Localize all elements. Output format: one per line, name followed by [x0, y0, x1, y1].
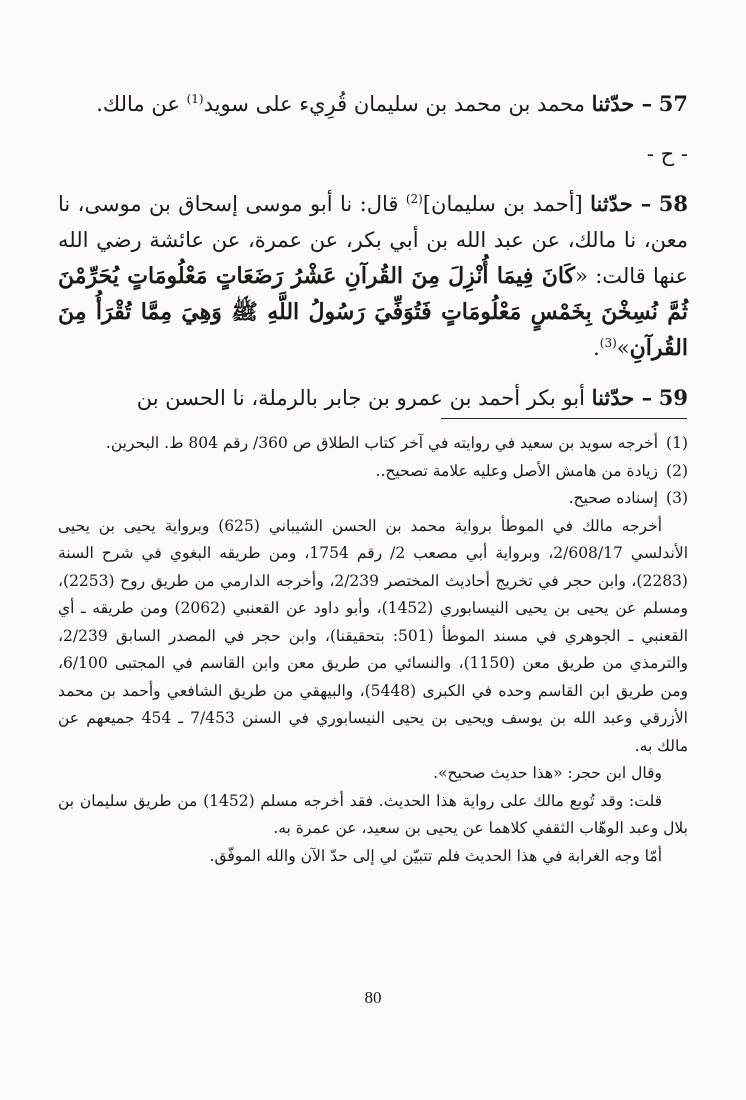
- entry-head: – حدّثنا: [591, 385, 653, 410]
- footnote-text: إسناده صحيح.: [568, 489, 658, 507]
- entry-bracket: [أحمد بن سليمان]: [422, 192, 583, 216]
- entry-head: – حدّثنا: [590, 191, 652, 216]
- entry-text: عن مالك.: [96, 92, 180, 116]
- entry-text: قال: نا أبو موسى إسحاق بن موسى، نا معن، نا مالك، عن عبد الله بن أبي بكر، عن عمرة، عن عائشة رضي الله عنها قالت: «: [58, 192, 688, 288]
- entry-58: [58, 186, 688, 366]
- page-number: 80: [364, 988, 382, 1007]
- footnote-paragraph: وقال ابن حجر: «هذا حديث صحيح».: [433, 764, 662, 782]
- entry-end: .: [593, 336, 600, 360]
- ha-marker: - ح -: [646, 142, 688, 166]
- footnote-ref[interactable]: (1): [186, 92, 204, 106]
- entry-59: [58, 380, 688, 416]
- entry-number: 59: [658, 385, 688, 410]
- footnote-text: زيادة من هامش الأصل وعليه علامة تصحيح..: [375, 461, 658, 480]
- footnote-divider: [441, 418, 687, 419]
- entry-57: [58, 86, 688, 122]
- footnotes: [58, 430, 688, 870]
- footnote-mark: (1): [666, 434, 688, 452]
- footnote-mark: (2): [666, 461, 688, 480]
- entry-number: 58: [658, 191, 688, 216]
- footnote-text: أخرجه سويد بن سعيد في روايته في آخر كتاب الطلاق ص 360/ رقم 804 ط. البحرين.: [105, 434, 658, 452]
- footnote-paragraph: أمّا وجه الغرابة في هذا الحديث فلم تتبيّن لي إلى حدّ الآن والله الموفّق.: [209, 846, 662, 865]
- footnote-paragraph: قلت: وقد تُوبع مالك على رواية هذا الحديث. فقد أخرجه مسلم (1452) من طريق سليمان بن بلال وعبد الوهّاب الثقفي كلاهما عن يحيى بن سعيد، عن عمرة به.: [58, 791, 688, 837]
- footnote-2: [58, 458, 688, 486]
- footnote-paragraph: أخرجه مالك في الموطأ برواية محمد بن الحسن الشيباني (625) وبرواية يحيى بن يحيى الأندلسي 2/608/17، وبرواية أبي مصعب 2/ رقم 1754، ومن طريقه البغوي في شرح السنة (2283)، وابن حجر في تخريج أحاديث المختصر 2/239، وأخرجه الدارمي من طريق روح (2253)، ومسلم عن يحيى بن يحيى النيسابوري (1452)، وأبو داود عن القعنبي (2062) ومن طريقه ـ أي القعنبي ـ الجوهري في مسند الموطأ (501: بتحقيقنا)، وابن حجر في المصدر السابق 2/239، والترمذي من طريق معن (1150)، والنسائي من طريق معن وابن القاسم في المجتبى 6/100، ومن طريق ابن القاسم وحده في الكبرى (5448)، والبيهقي من طريق الشافعي وأحمد بن محمد الأزرقي وعبد الله بن يوسف ويحيى بن يحيى النيسابوري في السنن 7/453 ـ 454 جميعهم عن مالك به.: [58, 516, 689, 755]
- footnote-mark: (3): [666, 489, 688, 507]
- entry-text: محمد بن محمد بن سليمان قُرِيء على سويد: [203, 92, 585, 116]
- main-text: [58, 86, 688, 430]
- entry-text: أبو بكر أحمد بن عمرو بن جابر بالرملة، نا الحسن بن: [136, 386, 585, 410]
- footnote-ref[interactable]: (2): [405, 192, 423, 206]
- footnote-ref[interactable]: (3): [599, 336, 617, 350]
- quote-close: »: [616, 336, 630, 360]
- footnote-3: [58, 485, 688, 513]
- footnote-1: [58, 430, 688, 458]
- entry-number: 57: [658, 91, 688, 116]
- hadith-quote: كَانَ فِيمَا أُنْزِلَ مِنَ القُرآنِ عَشْرُ رَضَعَاتٍ مَعْلُومَاتٍ يُحَرِّمْنَ ثُمَّ نُسِخْنَ بِخَمْسٍ مَعْلُومَاتٍ فَتُوَفِّيَ رَسُولُ اللَّهِ ﷺ وَهِيَ مِمَّا تُقْرَأُ مِنَ القُرآنِ: [58, 263, 688, 361]
- entry-head: – حدّثنا: [591, 91, 653, 116]
